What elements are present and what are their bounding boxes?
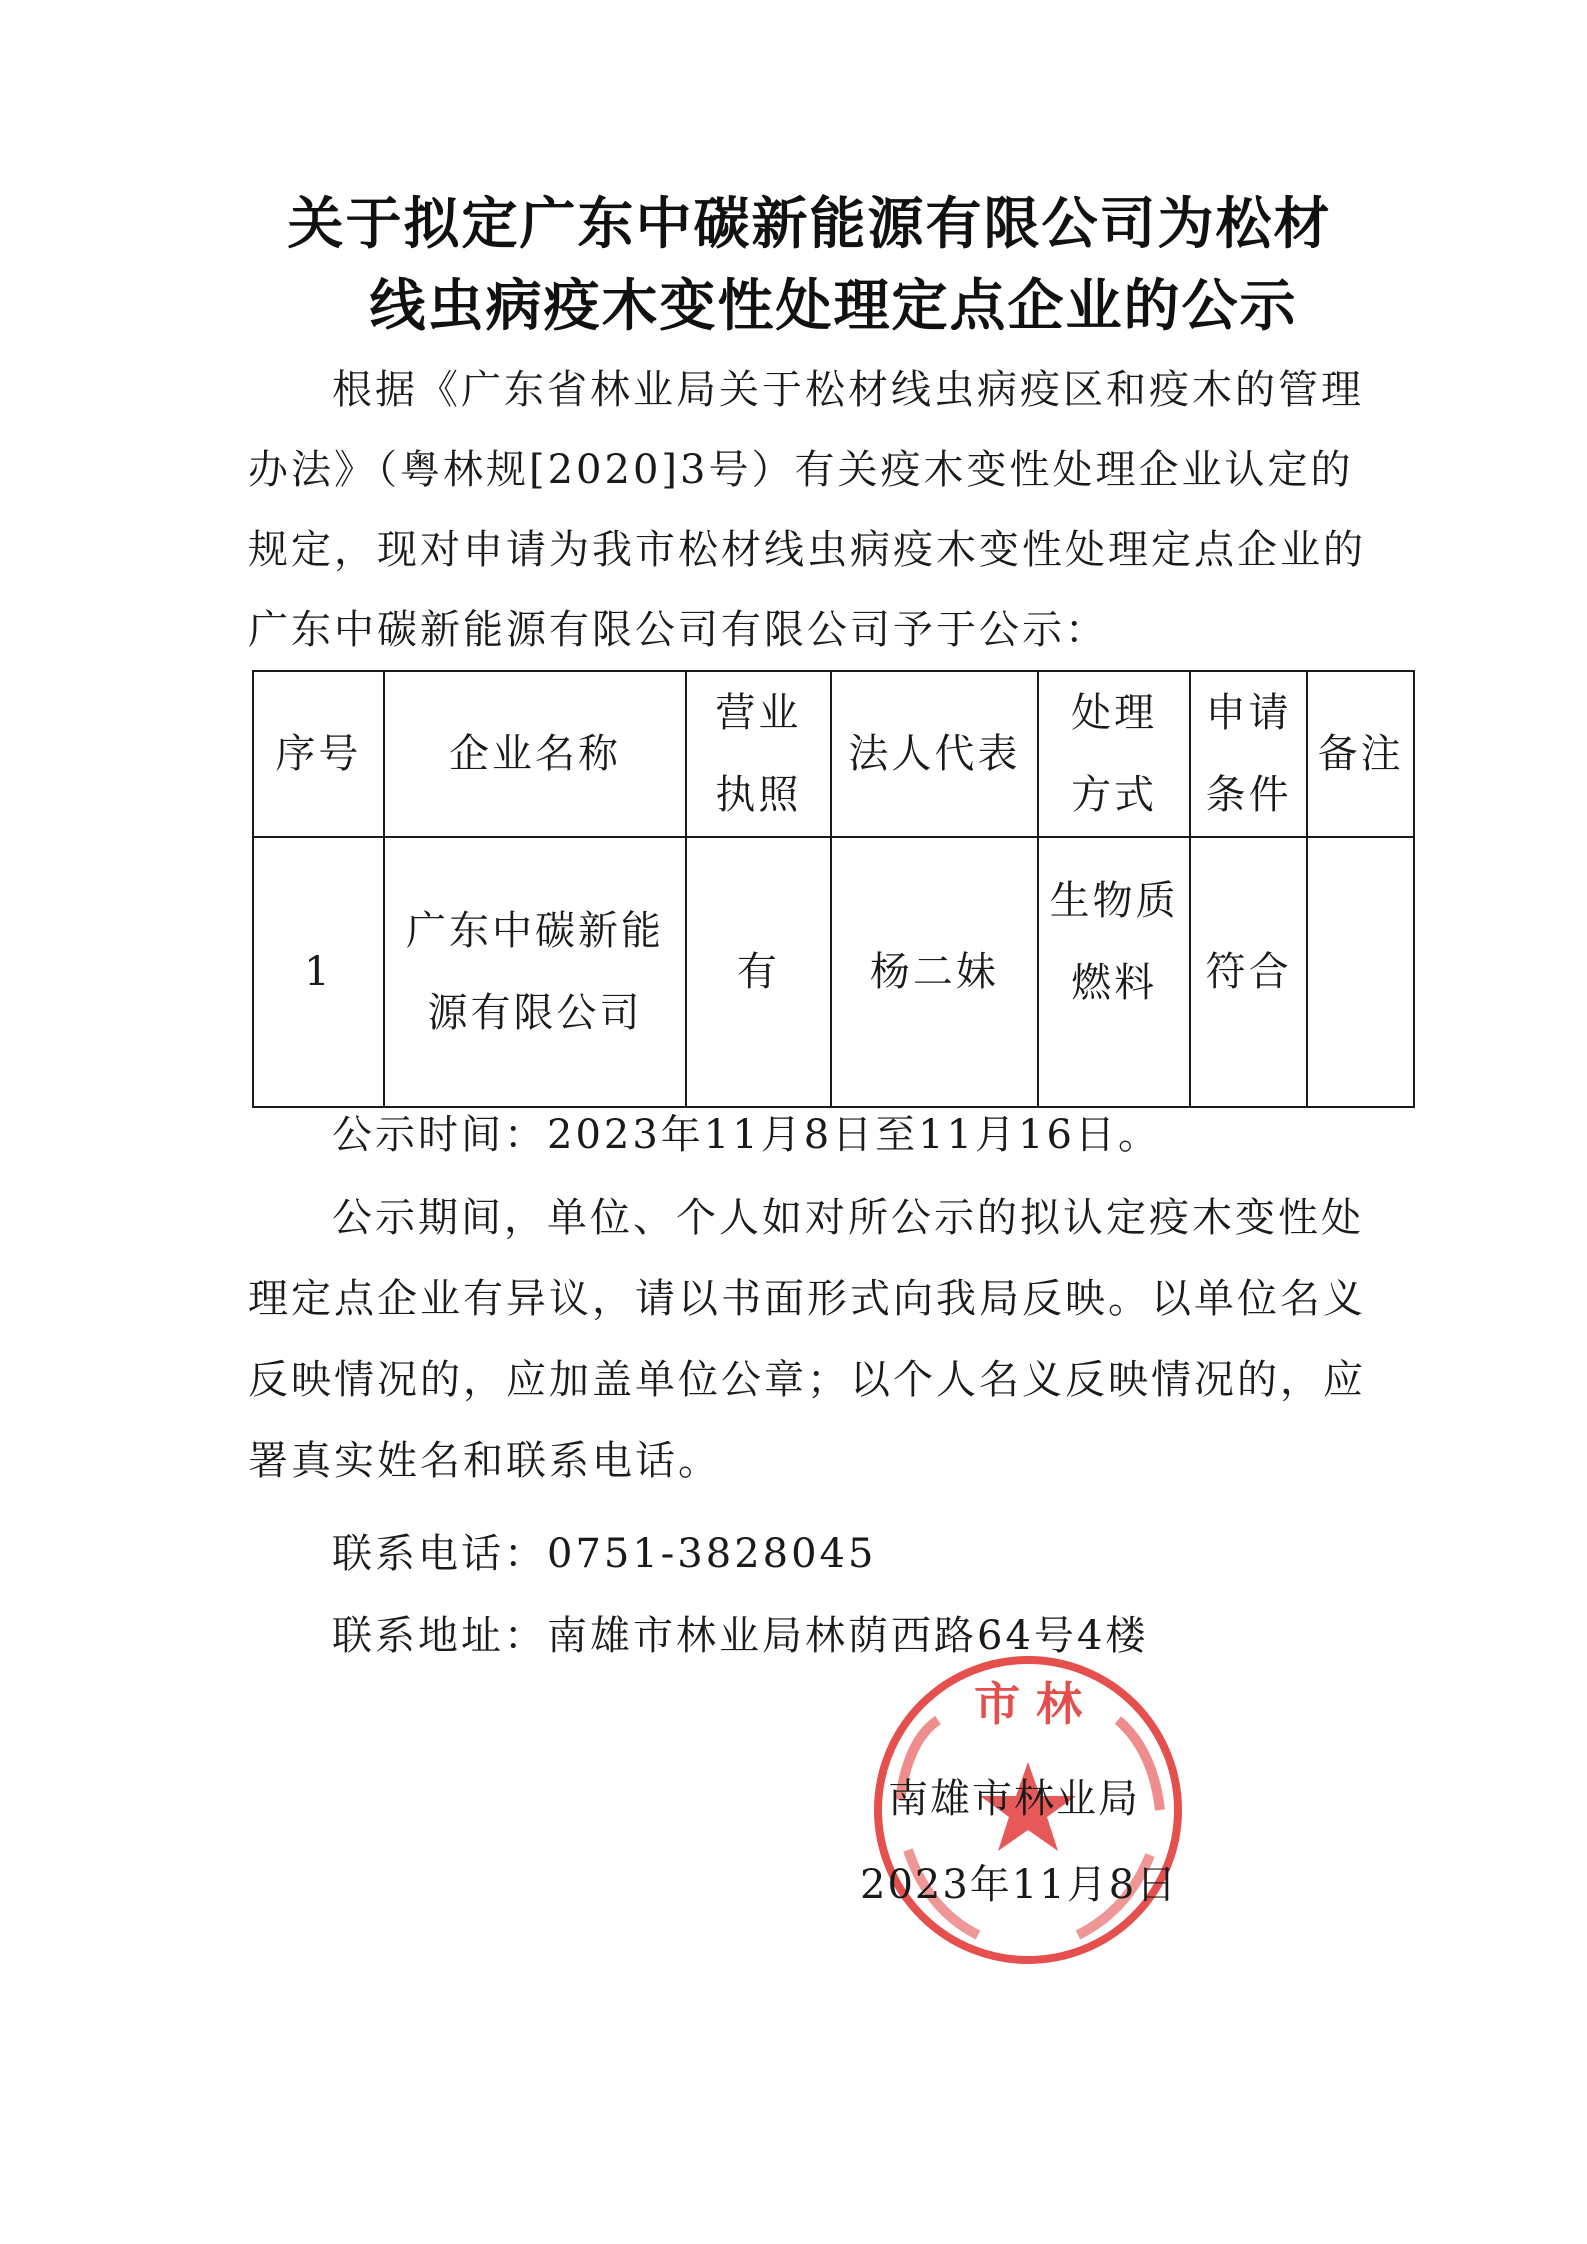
header-cell-remark: 备注 [1307,671,1414,837]
signing-date: 2023年11月8日 [860,1862,1179,1908]
header-condition-text: 申请条件 [1205,690,1292,818]
cell-license: 有 [686,837,830,1107]
document-title-line2: 线虫病疫木变性处理定点企业的公示 [369,274,1298,339]
objection-paragraph [248,1178,1366,1502]
cell-method-text: 生物质燃料 [1049,878,1179,1006]
cell-method [1038,837,1190,1107]
intro-paragraph [248,350,1388,670]
document-title-line1: 关于拟定广东中碳新能源有限公司为松材 [287,192,1332,257]
intro-line: 广东中碳新能源有限公司有限公司予于公示： [248,607,1108,653]
objection-line: 署真实姓名和联系电话。 [248,1438,721,1484]
intro-line: 规定，现对申请为我市松材线虫病疫木变性处理定点企业的 [248,527,1366,573]
cell-company [384,837,687,1107]
cell-representative: 杨二妹 [831,837,1039,1107]
contact-address: 联系地址：南雄市林业局林荫西路64号4楼 [332,1613,1149,1659]
cell-index: 1 [253,837,384,1107]
signing-organization: 南雄市林业局 [888,1776,1140,1822]
svg-text:市 林: 市 林 [973,1677,1083,1731]
cell-remark [1307,837,1414,1107]
cell-company-text: 广东中碳新能源有限公司 [406,908,664,1036]
contact-phone: 联系电话：0751-3828045 [332,1531,877,1577]
header-cell-method [1038,671,1190,837]
objection-line: 理定点企业有异议，请以书面形式向我局反映。以单位名义 [248,1276,1366,1322]
header-cell-company: 企业名称 [384,671,687,837]
cell-condition: 符合 [1190,837,1307,1107]
header-cell-index: 序号 [253,671,384,837]
header-cell-representative: 法人代表 [831,671,1039,837]
header-cell-condition [1190,671,1307,837]
objection-line: 反映情况的，应加盖单位公章；以个人名义反映情况的，应 [248,1357,1366,1403]
intro-line: 根据《广东省林业局关于松材线虫病疫区和疫木的管理 [332,367,1364,413]
objection-line: 公示期间，单位、个人如对所公示的拟认定疫木变性处 [332,1195,1364,1241]
table-row [253,837,1414,1107]
header-cell-license [686,671,830,837]
enterprise-table [252,670,1415,1108]
intro-line: 办法》（粤林规[2020]3号）有关疫木变性处理企业认定的 [248,447,1354,493]
table-header-row [253,671,1414,837]
header-license-text: 营业执照 [715,690,802,818]
publicity-period: 公示时间：2023年11月8日至11月16日。 [332,1112,1161,1158]
header-method-text: 处理方式 [1071,690,1158,818]
